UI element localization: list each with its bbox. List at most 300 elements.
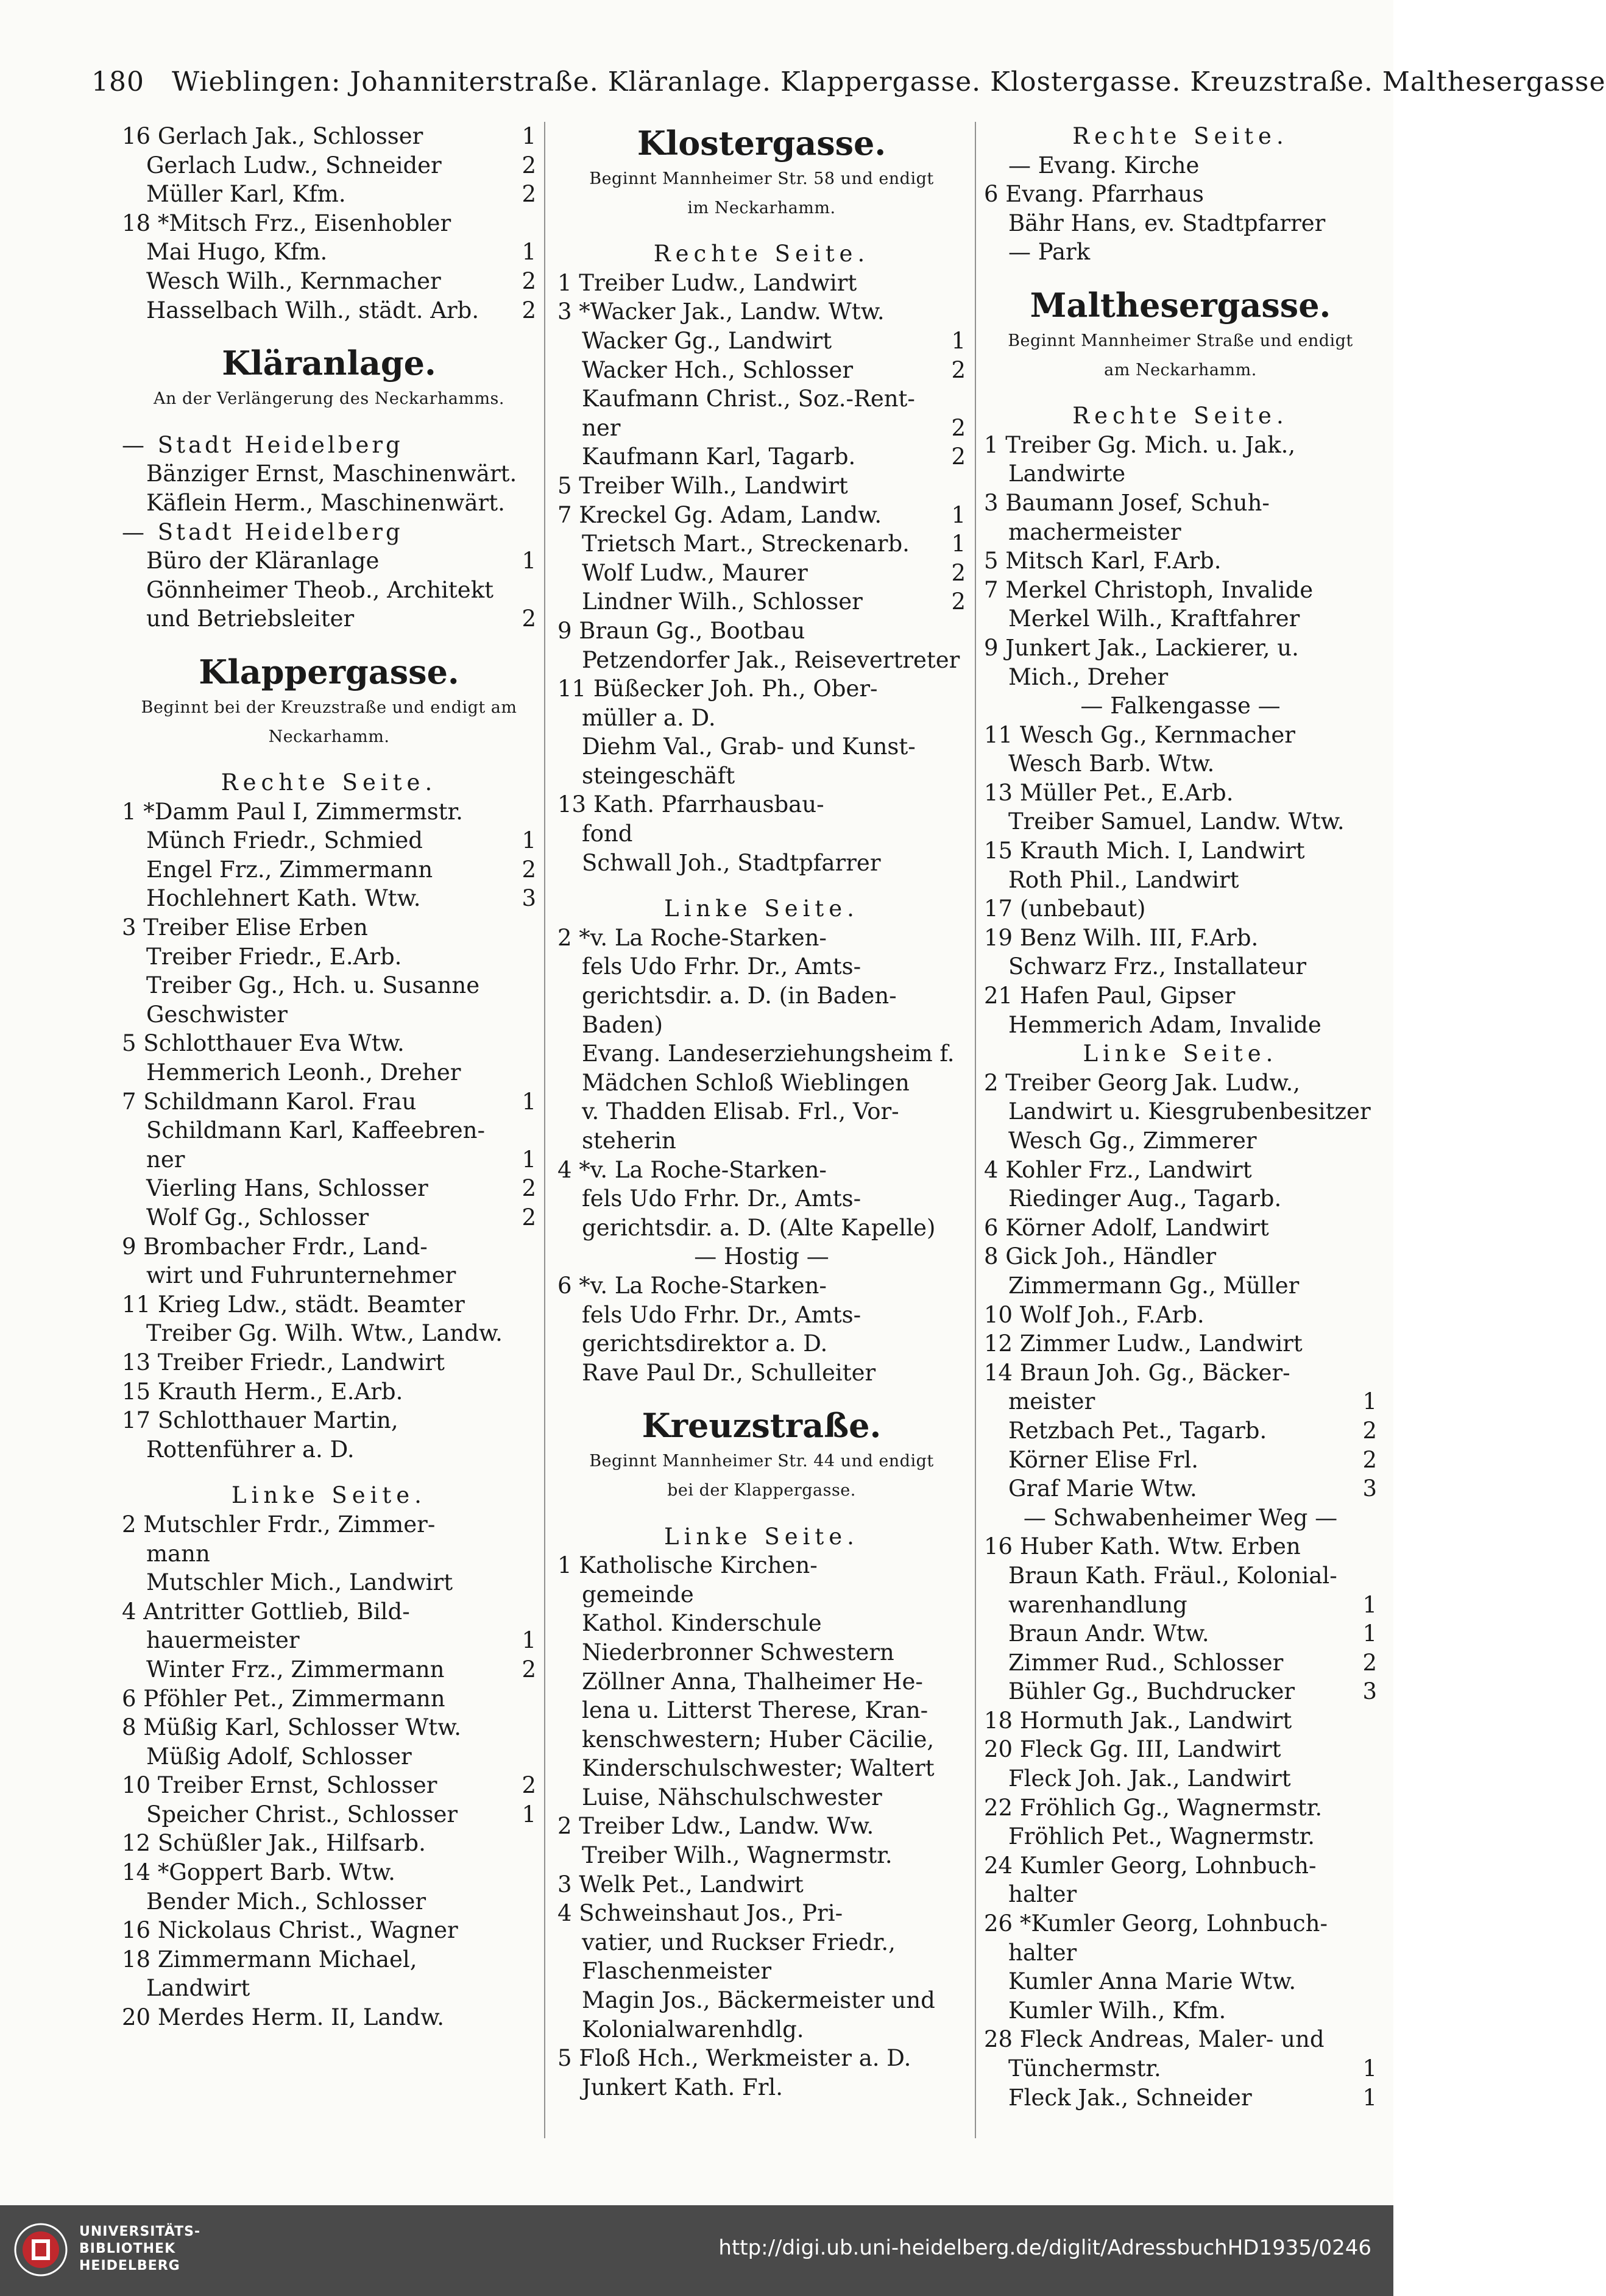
entry-text: 13 Treiber Friedr., Landwirt bbox=[122, 1349, 445, 1376]
resident-entry bbox=[557, 981, 966, 1011]
resident-entry bbox=[984, 1938, 1377, 1968]
resident-entry bbox=[122, 1742, 536, 1771]
resident-entry bbox=[557, 442, 966, 472]
floor-number: 1 bbox=[1362, 1388, 1377, 1415]
entry-text: 6 Evang. Pfarrhaus bbox=[984, 181, 1204, 208]
resident-entry bbox=[984, 1677, 1377, 1706]
resident-entry bbox=[557, 1358, 966, 1388]
library-name-line: HEIDELBERG bbox=[79, 2258, 180, 2273]
entry-text: Linke Seite. bbox=[1083, 1040, 1278, 1067]
resident-entry bbox=[557, 1696, 966, 1725]
resident-entry bbox=[122, 1829, 536, 1858]
resident-entry bbox=[122, 1655, 536, 1684]
owner-entry bbox=[122, 431, 536, 460]
street-heading bbox=[122, 342, 536, 384]
resident-entry bbox=[984, 576, 1377, 605]
entry-text: Müßig Adolf, Schlosser bbox=[146, 1743, 412, 1770]
entry-text: 16 Huber Kath. Wtw. Erben bbox=[984, 1533, 1301, 1560]
resident-entry bbox=[984, 238, 1377, 267]
resident-entry bbox=[122, 1029, 536, 1058]
entry-text: warenhandlung bbox=[1008, 1591, 1187, 1618]
resident-entry bbox=[122, 576, 536, 605]
entry-text: Kaufmann Karl, Tagarb. bbox=[582, 443, 856, 470]
cross-street bbox=[557, 1242, 966, 1271]
resident-entry bbox=[984, 1358, 1377, 1388]
floor-number: 1 bbox=[951, 531, 966, 557]
resident-entry bbox=[984, 1996, 1377, 2026]
resident-entry bbox=[122, 1290, 536, 1319]
entry-text: Kathol. Kinderschule bbox=[582, 1610, 822, 1637]
spacer bbox=[557, 1387, 966, 1404]
entry-text: 14 *Goppert Barb. Wtw. bbox=[122, 1859, 395, 1886]
entry-text: Rechte Seite. bbox=[1072, 403, 1289, 429]
entry-text: Kaufmann Christ., Soz.-Rent- bbox=[582, 386, 915, 412]
entry-text: fels Udo Frhr. Dr., Amts- bbox=[582, 953, 861, 980]
resident-entry bbox=[122, 1058, 536, 1087]
resident-entry bbox=[122, 884, 536, 913]
entry-text: Fröhlich Pet., Wagnermstr. bbox=[1008, 1823, 1315, 1850]
entry-text: v. Thadden Elisab. Frl., Vor- bbox=[582, 1098, 899, 1125]
resident-entry bbox=[557, 790, 966, 819]
resident-entry bbox=[122, 1858, 536, 1887]
resident-entry bbox=[122, 2003, 536, 2032]
permalink-url[interactable]: http://digi.ub.uni-heidelberg.de/diglit/AdressbuchHD1935/0246 bbox=[718, 2236, 1371, 2260]
column-middle bbox=[557, 122, 966, 2138]
resident-entry bbox=[984, 604, 1377, 634]
entry-text: Gönnheimer Theob., Architekt bbox=[146, 576, 493, 603]
entry-text: 1 Katholische Kirchen- bbox=[557, 1552, 818, 1579]
side-heading bbox=[557, 239, 966, 269]
entry-text: Müller Karl, Kfm. bbox=[146, 181, 346, 208]
entry-text: 11 Krieg Ldw., städt. Beamter bbox=[122, 1291, 465, 1318]
entry-text: — Evang. Kirche bbox=[1008, 152, 1200, 178]
resident-entry bbox=[984, 981, 1377, 1011]
resident-entry bbox=[557, 559, 966, 588]
entry-text: 26 *Kumler Georg, Lohnbuch- bbox=[984, 1910, 1328, 1937]
entry-text: Winter Frz., Zimmermann bbox=[146, 1656, 445, 1683]
resident-entry bbox=[557, 1156, 966, 1185]
entry-text: Hasselbach Wilh., städt. Arb. bbox=[146, 297, 479, 323]
entry-text: Beginnt bei der Kreuzstraße und endigt am bbox=[141, 698, 517, 717]
floor-number: 2 bbox=[522, 1656, 536, 1683]
entry-text: Trietsch Mart., Streckenarb. bbox=[582, 531, 910, 557]
entry-text: 10 Wolf Joh., F.Arb. bbox=[984, 1301, 1204, 1328]
entry-text: Wesch Gg., Zimmerer bbox=[1008, 1128, 1257, 1154]
entry-text: — Schwabenheimer Weg — bbox=[1023, 1504, 1338, 1531]
resident-entry bbox=[984, 1011, 1377, 1040]
street-description bbox=[557, 1476, 966, 1505]
entry-text: halter bbox=[1008, 1939, 1077, 1966]
side-heading bbox=[122, 1481, 536, 1510]
entry-text: Tünchermstr. bbox=[1008, 2055, 1161, 2082]
spacer bbox=[122, 751, 536, 768]
entry-text: Treiber Samuel, Landw. Wtw. bbox=[1008, 808, 1345, 835]
entry-text: Kumler Anna Marie Wtw. bbox=[1008, 1968, 1296, 1995]
resident-entry bbox=[984, 1591, 1377, 1620]
entry-text: 6 *v. La Roche-Starken- bbox=[557, 1272, 827, 1299]
entry-text: meister bbox=[1008, 1388, 1095, 1415]
resident-entry bbox=[557, 501, 966, 530]
resident-entry bbox=[122, 1203, 536, 1232]
entry-text: Mai Hugo, Kfm. bbox=[146, 239, 328, 266]
resident-entry bbox=[984, 721, 1377, 750]
entry-text: fels Udo Frhr. Dr., Amts- bbox=[582, 1301, 861, 1328]
entry-text: 18 Zimmermann Michael, bbox=[122, 1946, 417, 1973]
entry-text: 9 Braun Gg., Bootbau bbox=[557, 617, 805, 644]
entry-text: im Neckarhamm. bbox=[687, 198, 836, 217]
resident-entry bbox=[122, 1319, 536, 1348]
resident-entry bbox=[557, 1271, 966, 1301]
entry-text: Rottenführer a. D. bbox=[146, 1436, 355, 1463]
entry-text: Braun Kath. Fräul., Kolonial- bbox=[1008, 1562, 1337, 1589]
entry-text: Rechte Seite. bbox=[221, 769, 437, 796]
entry-text: 18 *Mitsch Frz., Eisenhobler bbox=[122, 210, 451, 236]
floor-number: 1 bbox=[1362, 2084, 1377, 2111]
side-heading bbox=[984, 401, 1377, 431]
street-description bbox=[122, 722, 536, 752]
floor-number: 3 bbox=[522, 885, 536, 912]
entry-text: 24 Kumler Georg, Lohnbuch- bbox=[984, 1852, 1317, 1879]
resident-entry bbox=[122, 1626, 536, 1655]
entry-text: — Stadt Heidelberg bbox=[122, 431, 403, 458]
entry-text: 10 Treiber Ernst, Schlosser bbox=[122, 1772, 437, 1799]
entry-text: 15 Krauth Mich. I, Landwirt bbox=[984, 838, 1305, 864]
resident-entry bbox=[557, 1069, 966, 1098]
resident-entry bbox=[122, 1684, 536, 1714]
column-divider bbox=[544, 122, 545, 2138]
resident-entry bbox=[984, 1909, 1377, 1938]
resident-entry bbox=[984, 1793, 1377, 1823]
entry-text: 3 Baumann Josef, Schuh- bbox=[984, 489, 1270, 516]
entry-text: hauermeister bbox=[146, 1627, 300, 1654]
side-heading bbox=[984, 122, 1377, 151]
entry-text: fels Udo Frhr. Dr., Amts- bbox=[582, 1185, 861, 1212]
resident-entry bbox=[984, 634, 1377, 663]
resident-entry bbox=[984, 1851, 1377, 1881]
resident-entry bbox=[984, 1764, 1377, 1793]
entry-text: 4 Kohler Frz., Landwirt bbox=[984, 1156, 1252, 1183]
resident-entry bbox=[122, 296, 536, 325]
entry-text: Mich., Dreher bbox=[1008, 663, 1169, 690]
entry-text: 16 Gerlach Jak., Schlosser bbox=[122, 123, 423, 149]
entry-text: Zöllner Anna, Thalheimer He- bbox=[582, 1668, 923, 1695]
entry-text: 8 Müßig Karl, Schlosser Wtw. bbox=[122, 1714, 462, 1741]
entry-text: Niederbronner Schwestern bbox=[582, 1639, 894, 1665]
entry-text: 1 *Damm Paul I, Zimmermstr. bbox=[122, 798, 463, 825]
entry-text: 2 Mutschler Frdr., Zimmer- bbox=[122, 1511, 436, 1538]
resident-entry bbox=[122, 1800, 536, 1829]
floor-number: 2 bbox=[951, 443, 966, 470]
entry-text: 21 Hafen Paul, Gipser bbox=[984, 983, 1236, 1009]
entry-text: fond bbox=[582, 821, 633, 847]
entry-text: 4 Antritter Gottlieb, Bild- bbox=[122, 1598, 410, 1625]
entry-text: Kläranlage. bbox=[222, 344, 436, 383]
entry-text: Kinderschulschwester; Waltert bbox=[582, 1755, 935, 1782]
entry-text: Rechte Seite. bbox=[1072, 123, 1289, 149]
resident-entry bbox=[557, 1329, 966, 1358]
entry-text: 5 Mitsch Karl, F.Arb. bbox=[984, 548, 1222, 574]
street-description bbox=[122, 384, 536, 414]
floor-number: 2 bbox=[522, 856, 536, 883]
resident-entry bbox=[557, 1812, 966, 1841]
entry-text: Merkel Wilh., Kraftfahrer bbox=[1008, 606, 1300, 632]
entry-text: Linke Seite. bbox=[664, 1523, 859, 1550]
resident-entry bbox=[984, 151, 1377, 180]
resident-entry bbox=[557, 414, 966, 443]
entry-text: 8 Gick Joh., Händler bbox=[984, 1243, 1217, 1270]
resident-entry bbox=[122, 1174, 536, 1203]
entry-text: Beginnt Mannheimer Straße und endigt bbox=[1008, 331, 1353, 350]
side-heading bbox=[984, 1039, 1377, 1069]
entry-text: Landwirte bbox=[1008, 461, 1126, 487]
floor-number: 2 bbox=[522, 1772, 536, 1799]
entry-text: kenschwestern; Huber Cäcilie, bbox=[582, 1726, 935, 1753]
spacer bbox=[984, 384, 1377, 401]
resident-entry bbox=[557, 1841, 966, 1870]
entry-text: 17 (unbebaut) bbox=[984, 895, 1146, 922]
entry-text: 13 Kath. Pfarrhausbau- bbox=[557, 791, 824, 818]
entry-text: Evang. Landeserziehungsheim f. bbox=[582, 1040, 955, 1067]
resident-entry bbox=[557, 1609, 966, 1638]
entry-text: Wacker Gg., Landwirt bbox=[582, 327, 832, 354]
entry-text: 3 *Wacker Jak., Landw. Wtw. bbox=[557, 298, 885, 325]
resident-entry bbox=[984, 1735, 1377, 1764]
entry-text: Bähr Hans, ev. Stadtpfarrer bbox=[1008, 210, 1326, 236]
entry-text: Schildmann Karl, Kaffeebren- bbox=[146, 1117, 485, 1144]
resident-entry bbox=[984, 2054, 1377, 2083]
entry-text: 6 Pföhler Pet., Zimmermann bbox=[122, 1685, 445, 1712]
entry-text: 11 Wesch Gg., Kernmacher bbox=[984, 721, 1295, 748]
entry-text: Zimmer Rud., Schlosser bbox=[1008, 1649, 1284, 1676]
spacer bbox=[557, 1505, 966, 1522]
entry-text: Zimmermann Gg., Müller bbox=[1008, 1272, 1300, 1299]
side-heading bbox=[557, 1522, 966, 1552]
street-description bbox=[557, 194, 966, 223]
resident-entry bbox=[984, 209, 1377, 238]
floor-number: 1 bbox=[1362, 1620, 1377, 1647]
resident-entry bbox=[984, 1706, 1377, 1736]
entry-text: mann bbox=[146, 1540, 210, 1567]
entry-text: Fleck Joh. Jak., Landwirt bbox=[1008, 1765, 1291, 1792]
entry-text: Körner Elise Frl. bbox=[1008, 1446, 1199, 1473]
entry-text: gerichtsdir. a. D. (Alte Kapelle) bbox=[582, 1214, 936, 1241]
library-footer bbox=[0, 2205, 1393, 2296]
entry-text: Mädchen Schloß Wieblingen bbox=[582, 1069, 910, 1096]
entry-text: Engel Frz., Zimmermann bbox=[146, 856, 433, 883]
resident-entry bbox=[122, 546, 536, 576]
entry-text: Neckarhamm. bbox=[268, 727, 390, 746]
entry-text: — Stadt Heidelberg bbox=[122, 518, 403, 545]
resident-entry bbox=[122, 1348, 536, 1377]
entry-text: Wolf Gg., Schlosser bbox=[146, 1204, 369, 1231]
resident-entry bbox=[984, 2083, 1377, 2113]
spacer bbox=[122, 634, 536, 651]
resident-entry bbox=[984, 180, 1377, 209]
entry-text: Bühler Gg., Buchdrucker bbox=[1008, 1678, 1295, 1705]
floor-number: 1 bbox=[951, 327, 966, 354]
owner-entry bbox=[122, 518, 536, 547]
entry-text: — Hostig — bbox=[694, 1243, 829, 1270]
resident-entry bbox=[984, 1474, 1377, 1503]
street-description bbox=[122, 693, 536, 722]
entry-text: Treiber Gg., Hch. u. Susanne bbox=[146, 972, 480, 999]
entry-text: Luise, Nähschulschwester bbox=[582, 1784, 882, 1810]
resident-entry bbox=[557, 297, 966, 327]
entry-text: 13 Müller Pet., E.Arb. bbox=[984, 779, 1234, 806]
spacer bbox=[122, 414, 536, 431]
floor-number: 1 bbox=[522, 1146, 536, 1173]
street-description bbox=[984, 327, 1377, 356]
page-number: 180 bbox=[91, 66, 144, 97]
entry-text: — Park bbox=[1008, 239, 1091, 266]
resident-entry bbox=[557, 1957, 966, 1986]
resident-entry bbox=[122, 604, 536, 634]
resident-entry bbox=[984, 459, 1377, 489]
library-name bbox=[79, 2224, 200, 2275]
entry-text: machermeister bbox=[1008, 518, 1181, 545]
floor-number: 2 bbox=[522, 606, 536, 632]
cross-street bbox=[984, 1503, 1377, 1533]
entry-text: Klostergasse. bbox=[637, 124, 886, 163]
entry-text: 9 Junkert Jak., Lackierer, u. bbox=[984, 634, 1299, 661]
entry-text: 5 Treiber Wilh., Landwirt bbox=[557, 472, 848, 499]
resident-entry bbox=[557, 849, 966, 878]
resident-entry bbox=[557, 1783, 966, 1812]
spacer bbox=[122, 1464, 536, 1481]
resident-entry bbox=[557, 269, 966, 298]
floor-number: 2 bbox=[951, 559, 966, 586]
resident-entry bbox=[557, 1870, 966, 1899]
resident-entry bbox=[557, 732, 966, 761]
street-description bbox=[984, 356, 1377, 385]
resident-entry bbox=[557, 924, 966, 953]
resident-entry bbox=[122, 459, 536, 489]
resident-entry bbox=[557, 1551, 966, 1580]
entry-text: Speicher Christ., Schlosser bbox=[146, 1801, 458, 1828]
resident-entry bbox=[557, 1928, 966, 1957]
entry-text: 12 Schüßler Jak., Hilfsarb. bbox=[122, 1830, 426, 1857]
resident-entry bbox=[557, 384, 966, 414]
entry-text: Linke Seite. bbox=[664, 895, 859, 922]
resident-entry bbox=[984, 894, 1377, 924]
resident-entry bbox=[984, 1446, 1377, 1475]
floor-number: 1 bbox=[1362, 1591, 1377, 1618]
resident-entry bbox=[122, 1261, 536, 1290]
entry-text: gerichtsdirektor a. D. bbox=[582, 1330, 828, 1357]
street-heading bbox=[557, 1404, 966, 1447]
entry-text: Wacker Hch., Schlosser bbox=[582, 356, 854, 383]
side-heading bbox=[557, 894, 966, 924]
entry-text: 16 Nickolaus Christ., Wagner bbox=[122, 1917, 458, 1944]
floor-number: 2 bbox=[1362, 1417, 1377, 1444]
resident-entry bbox=[122, 1568, 536, 1597]
resident-entry bbox=[984, 1532, 1377, 1561]
spacer bbox=[557, 222, 966, 239]
entry-text: Wolf Ludw., Maurer bbox=[582, 559, 808, 586]
resident-entry bbox=[984, 663, 1377, 692]
entry-text: gerichtsdir. a. D. (in Baden- bbox=[582, 983, 897, 1009]
entry-text: Wesch Wilh., Kernmacher bbox=[146, 267, 441, 294]
entry-text: 19 Benz Wilh. III, F.Arb. bbox=[984, 924, 1259, 951]
floor-number: 3 bbox=[1362, 1475, 1377, 1502]
resident-entry bbox=[122, 1771, 536, 1800]
entry-text: Geschwister bbox=[146, 1001, 288, 1028]
spacer bbox=[122, 325, 536, 342]
entry-text: 2 Treiber Georg Jak. Ludw., bbox=[984, 1069, 1301, 1096]
entry-text: und Betriebsleiter bbox=[146, 606, 355, 632]
resident-entry bbox=[984, 1822, 1377, 1851]
entry-text: Malthesergasse. bbox=[1030, 285, 1331, 325]
entry-text: — Falkengasse — bbox=[1080, 693, 1281, 719]
column-left bbox=[122, 122, 536, 2138]
resident-entry bbox=[557, 646, 966, 675]
entry-text: Klappergasse. bbox=[199, 652, 459, 691]
floor-number: 1 bbox=[522, 548, 536, 574]
entry-text: 4 *v. La Roche-Starken- bbox=[557, 1156, 827, 1183]
resident-entry bbox=[984, 1880, 1377, 1909]
resident-entry bbox=[557, 704, 966, 733]
library-name-line: BIBLIOTHEK bbox=[79, 2241, 176, 2256]
entry-text: Vierling Hans, Schlosser bbox=[146, 1175, 428, 1202]
entry-text: Kumler Wilh., Kfm. bbox=[1008, 1997, 1226, 2024]
entry-text: Baden) bbox=[582, 1011, 663, 1038]
entry-text: Büro der Kläranlage bbox=[146, 548, 380, 574]
entry-text: steingeschäft bbox=[582, 762, 735, 789]
resident-entry bbox=[984, 2025, 1377, 2054]
entry-text: Magin Jos., Bäckermeister und bbox=[582, 1987, 935, 2014]
entry-text: Petzendorfer Jak., Reisevertreter bbox=[582, 646, 960, 673]
entry-text: Landwirt bbox=[146, 1975, 250, 2002]
spacer bbox=[557, 877, 966, 894]
entry-text: gemeinde bbox=[582, 1581, 694, 1608]
entry-text: Wesch Barb. Wtw. bbox=[1008, 751, 1215, 777]
resident-entry bbox=[984, 1213, 1377, 1243]
street-heading bbox=[122, 651, 536, 693]
entry-text: 14 Braun Joh. Gg., Bäcker- bbox=[984, 1359, 1290, 1386]
entry-text: Beginnt Mannheimer Str. 44 und endigt bbox=[589, 1452, 934, 1471]
floor-number: 2 bbox=[951, 588, 966, 615]
entry-text: 3 Treiber Elise Erben bbox=[122, 914, 368, 941]
floor-number: 1 bbox=[522, 239, 536, 266]
resident-entry bbox=[984, 749, 1377, 779]
resident-entry bbox=[122, 797, 536, 827]
resident-entry bbox=[122, 855, 536, 885]
entry-text: Diehm Val., Grab- und Kunst- bbox=[582, 733, 916, 760]
column-right bbox=[984, 122, 1377, 2138]
entry-text: Rave Paul Dr., Schulleiter bbox=[582, 1359, 876, 1386]
floor-number: 2 bbox=[522, 1175, 536, 1202]
resident-entry bbox=[122, 209, 536, 238]
entry-text: müller a. D. bbox=[582, 704, 716, 731]
resident-entry bbox=[122, 1087, 536, 1117]
street-description bbox=[557, 1447, 966, 1476]
entry-text: 7 Schildmann Karol. Frau bbox=[122, 1088, 417, 1115]
resident-entry bbox=[557, 327, 966, 356]
resident-entry bbox=[557, 1580, 966, 1609]
resident-entry bbox=[984, 431, 1377, 460]
floor-number: 1 bbox=[522, 123, 536, 149]
entry-text: Kolonialwarenhdlg. bbox=[582, 2016, 804, 2043]
floor-number: 2 bbox=[522, 297, 536, 323]
resident-entry bbox=[557, 356, 966, 385]
resident-entry bbox=[984, 866, 1377, 895]
floor-number: 2 bbox=[522, 267, 536, 294]
resident-entry bbox=[984, 1126, 1377, 1156]
entry-text: Graf Marie Wtw. bbox=[1008, 1475, 1197, 1502]
resident-entry bbox=[557, 1097, 966, 1126]
entry-text: 6 Körner Adolf, Landwirt bbox=[984, 1214, 1269, 1241]
floor-number: 2 bbox=[951, 414, 966, 441]
